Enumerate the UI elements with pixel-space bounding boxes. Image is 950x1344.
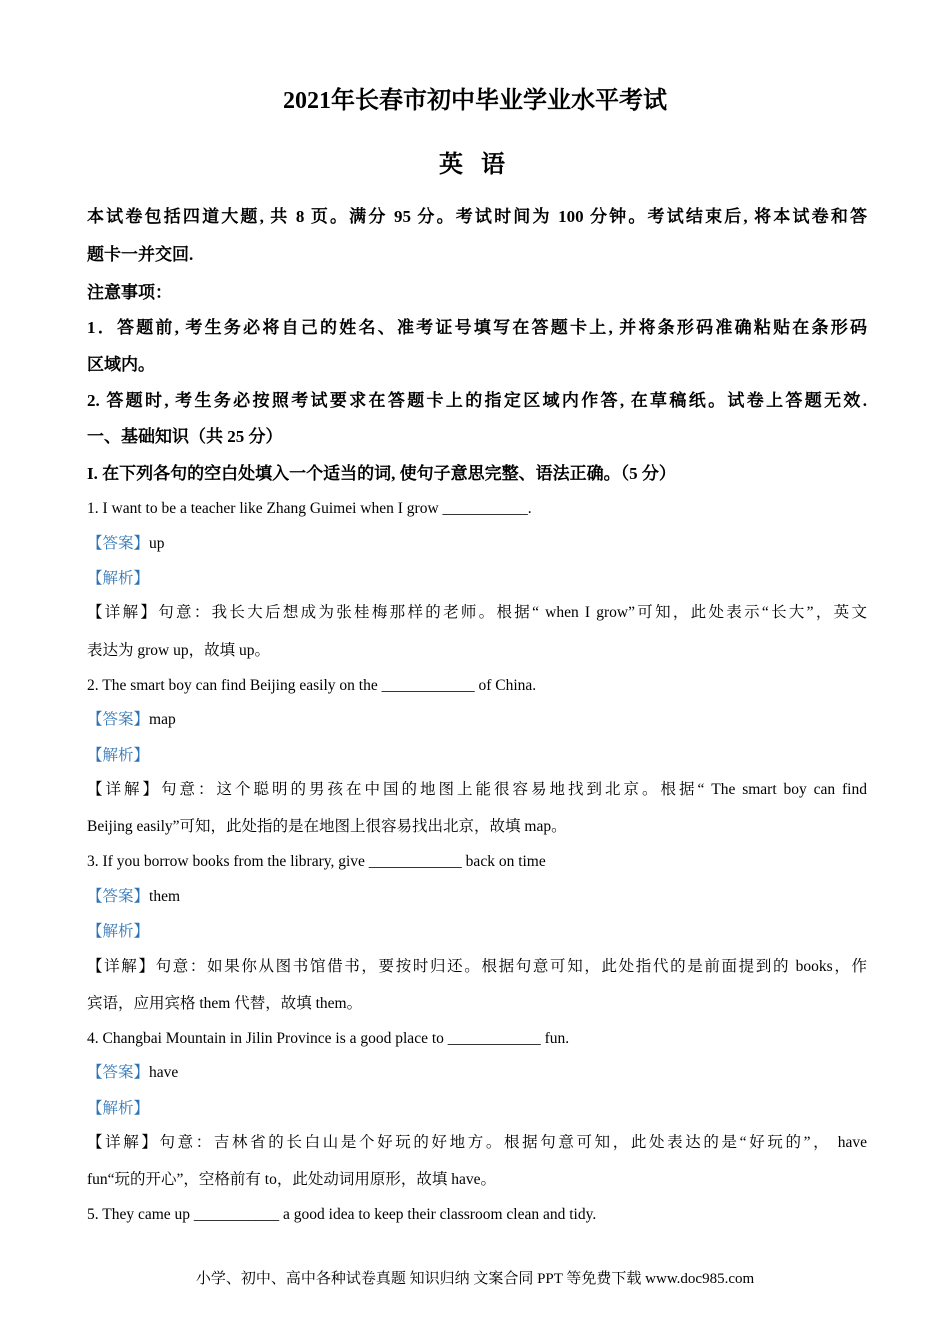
answer-value: up	[149, 535, 165, 552]
analysis-tag-3: 【解析】	[87, 923, 150, 940]
note-1-line-2: 区域内。	[87, 355, 155, 374]
notes-heading: 注意事项：	[87, 283, 172, 302]
answer-1	[87, 533, 867, 555]
analysis-tag-1: 【解析】	[87, 570, 150, 587]
page-footer: 小学、初中、高中各种试卷真题 知识归纳 文案合同 PPT 等免费下载 www.doc985.com	[195, 1271, 755, 1287]
detail-tag: 【详解】	[87, 958, 156, 975]
detail-4-line-2: fun“玩的开心”，空格前有 to，此处动词用原形，故填 have。	[87, 1171, 496, 1188]
intro-line-2: 题卡一并交回.	[87, 245, 194, 264]
question-4: 4. Changbai Mountain in Jilin Province is a good place to ____________ fun.	[87, 1030, 570, 1047]
answer-tag: 【答案】	[87, 888, 150, 905]
detail-text: 句意：这个聪明的男孩在中国的地图上能很容易地找到北京。根据“ The smart boy can find	[161, 781, 867, 798]
detail-tag: 【详解】	[87, 604, 159, 621]
answer-tag: 【答案】	[87, 535, 150, 552]
answer-4	[87, 1062, 867, 1084]
detail-text: 句意：如果你从图书馆借书，要按时归还。根据句意可知，此处指代的是前面提到的 books，作	[155, 958, 867, 975]
question-3: 3. If you borrow books from the library, give ____________ back on time	[87, 853, 546, 870]
intro-line-1: 本试卷包括四道大题, 共 8 页。满分 95 分。考试时间为 100 分钟。考试结束后, 将本试卷和答	[87, 207, 867, 226]
detail-3-line-2: 宾语，应用宾格 them 代替，故填 them。	[87, 995, 363, 1012]
detail-tag: 【详解】	[87, 781, 161, 798]
question-2: 2. The smart boy can find Beijing easily on the ____________ of China.	[87, 677, 537, 694]
detail-tag: 【详解】	[87, 1134, 160, 1151]
note-1-line-1: 1．答题前, 考生务必将自己的姓名、准考证号填写在答题卡上, 并将条形码准确粘贴在条形码	[87, 318, 867, 337]
detail-2-line-2: Beijing easily”可知，此处指的是在地图上很容易找出北京，故填 map。	[87, 818, 567, 835]
detail-text: 句意：吉林省的长白山是个好玩的好地方。根据句意可知，此处表达的是“好玩的”， have	[159, 1134, 867, 1151]
detail-2-line-1	[87, 779, 867, 801]
exam-title: 2021年长春市初中毕业学业水平考试	[283, 88, 667, 114]
answer-tag: 【答案】	[87, 1064, 150, 1081]
subject-title: 英 语	[439, 152, 511, 178]
answer-value: have	[149, 1064, 179, 1081]
part-heading: I. 在下列各句的空白处填入一个适当的词, 使句子意思完整、语法正确。（5 分）	[87, 464, 676, 483]
question-1: 1. I want to be a teacher like Zhang Guimei when I grow ___________.	[87, 500, 532, 517]
answer-tag: 【答案】	[87, 711, 150, 728]
analysis-tag-2: 【解析】	[87, 747, 150, 764]
question-5: 5. They came up ___________ a good idea to keep their classroom clean and tidy.	[87, 1206, 597, 1223]
note-2: 2. 答题时, 考生务必按照考试要求在答题卡上的指定区域内作答, 在草稿纸。试卷上答题无效.	[87, 391, 867, 410]
detail-3-line-1	[87, 956, 867, 978]
detail-4-line-1	[87, 1132, 867, 1154]
detail-text: 句意：我长大后想成为张桂梅那样的老师。根据“ when I grow”可知，此处表示“长大”，英文	[158, 604, 867, 621]
detail-1-line-2: 表达为 grow up，故填 up。	[87, 642, 270, 659]
answer-value: them	[149, 888, 181, 905]
answer-value: map	[149, 711, 176, 728]
answer-3	[87, 886, 867, 908]
section-heading: 一、基础知识（共 25 分）	[87, 427, 283, 446]
answer-2	[87, 709, 867, 731]
analysis-tag-4: 【解析】	[87, 1100, 150, 1117]
detail-1-line-1	[87, 602, 867, 624]
